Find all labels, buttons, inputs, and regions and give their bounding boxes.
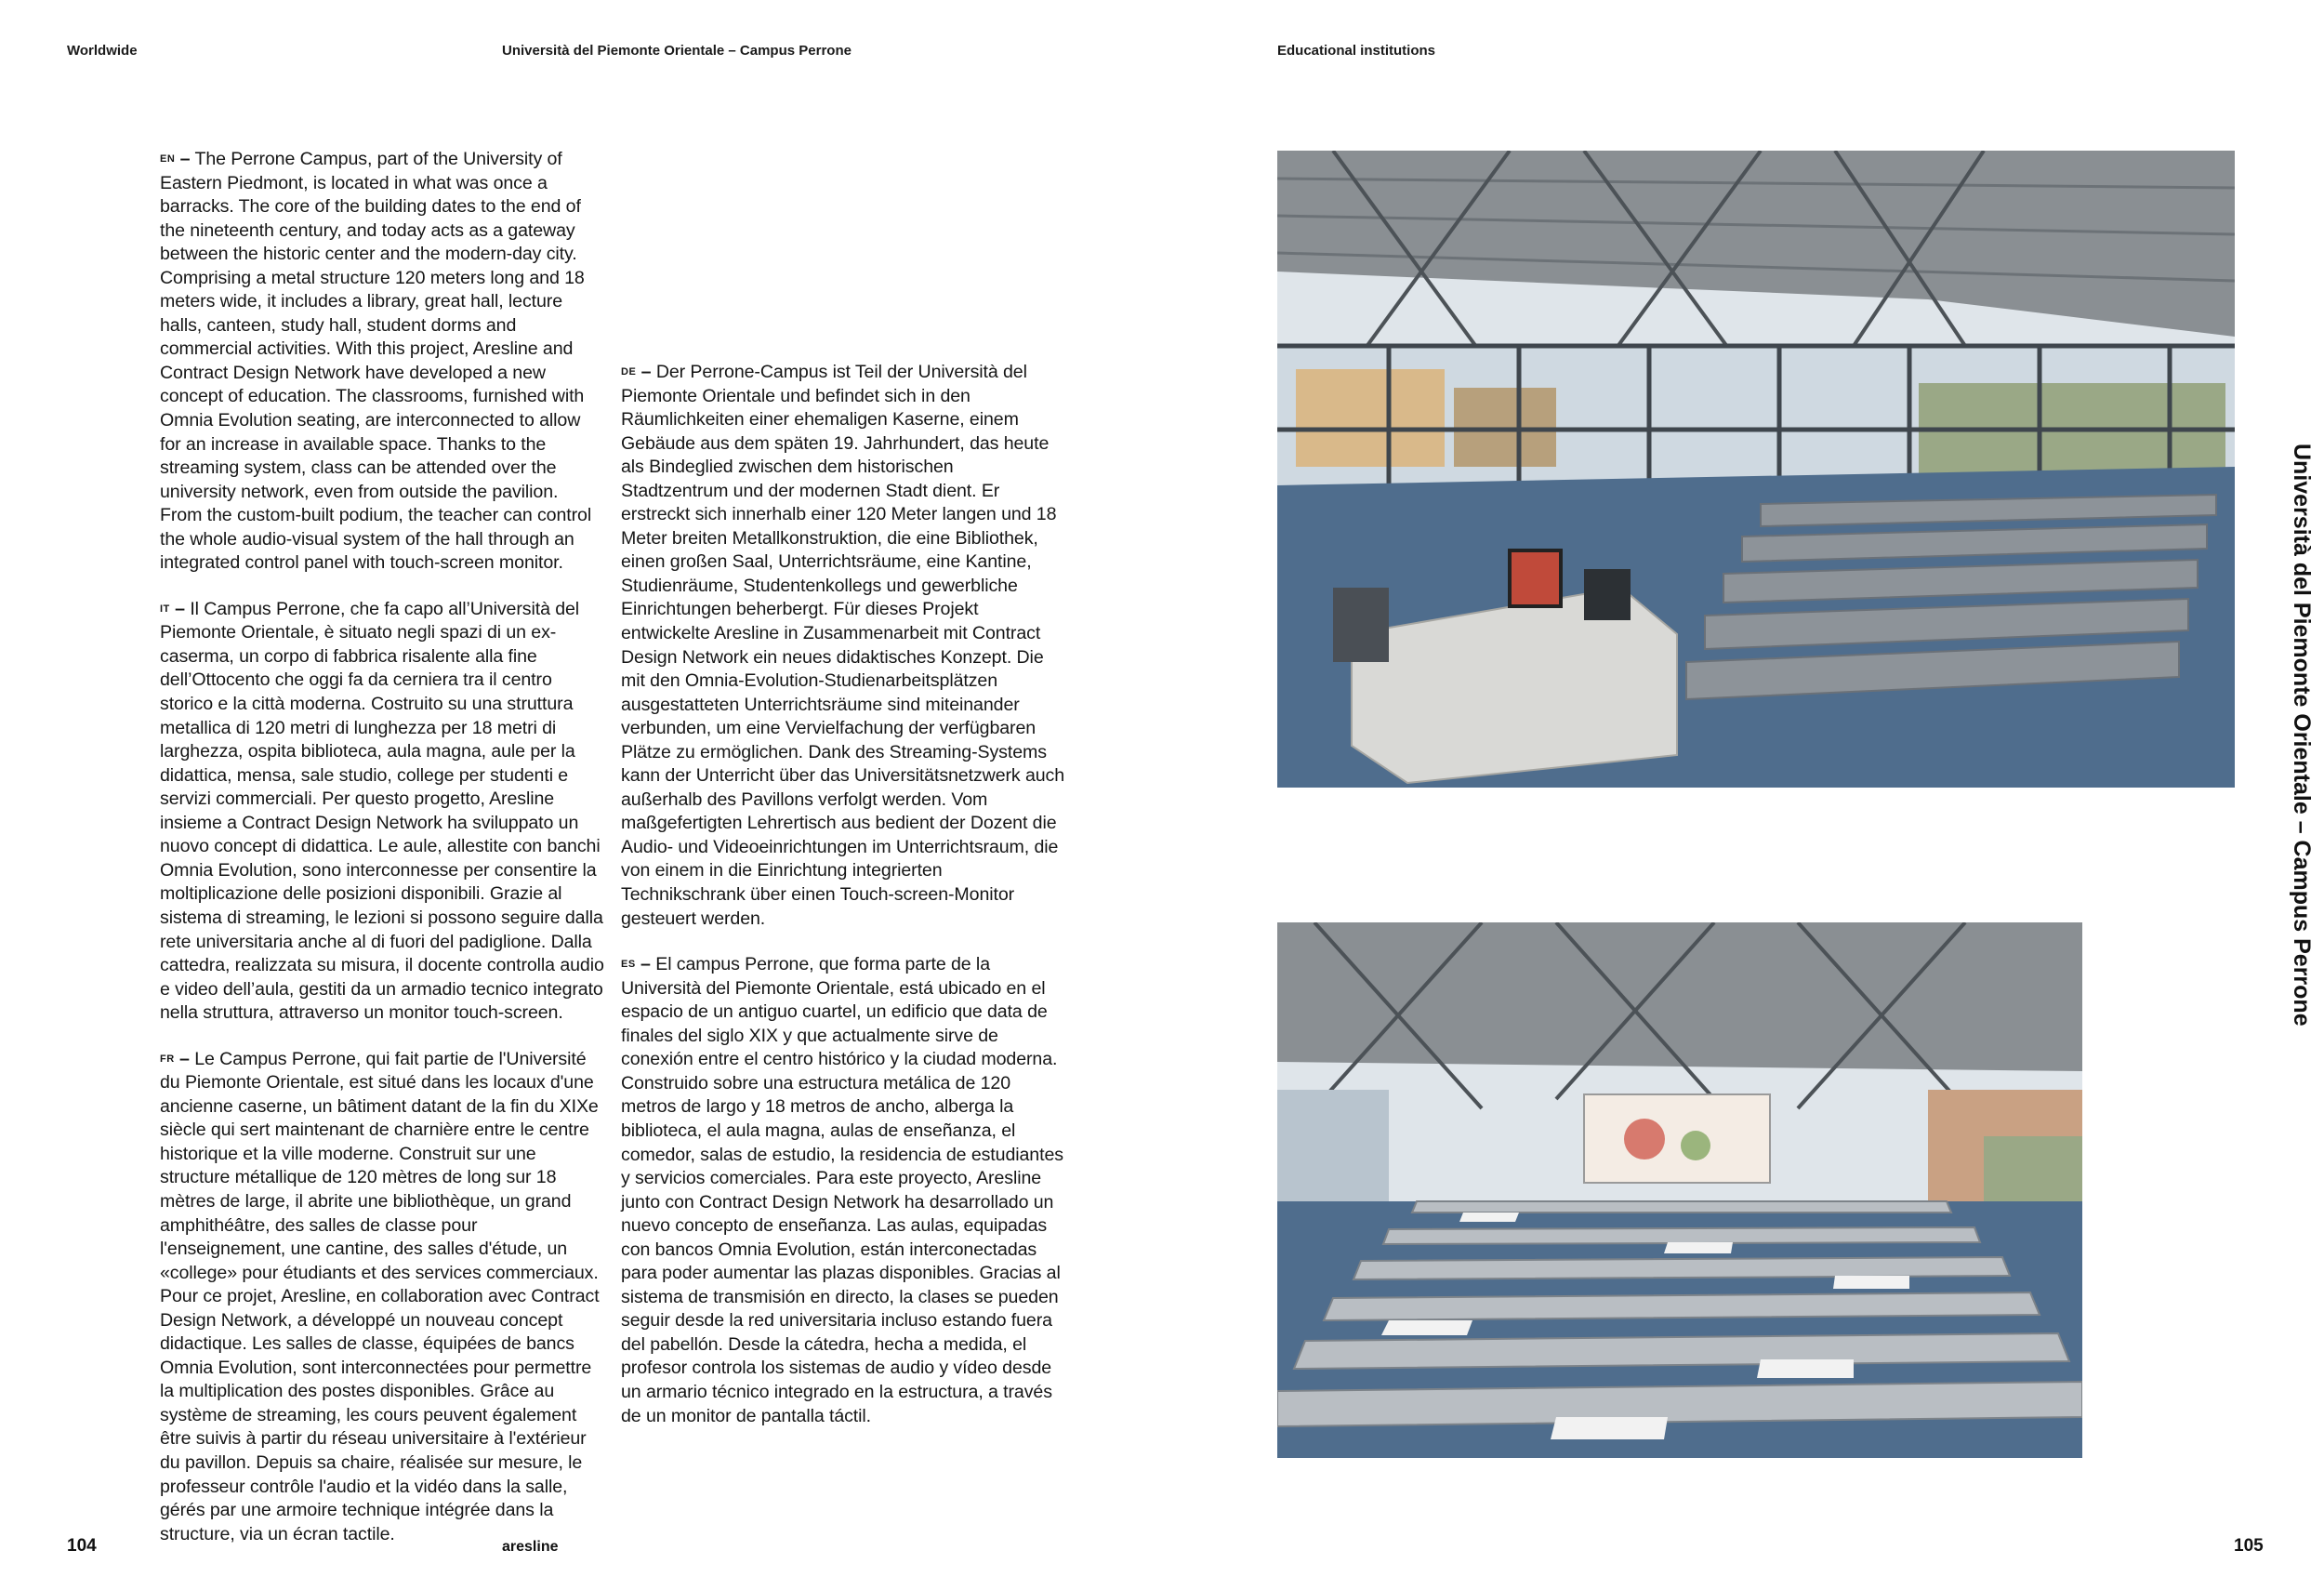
text-column-left	[160, 148, 604, 1569]
lang-tag-es: ES	[621, 959, 636, 971]
vertical-title	[2283, 444, 2320, 1048]
article-fr-text: Le Campus Perrone, qui fait partie de l'Université du Piemonte Orientale, est situé dans les locaux d'une ancienne caserne, un bâtiment datant de la fin du XIXe siècle qui sert maintenant de charnière entre le centre historique et la ville moderne. Construit sur une structure métallique de 120 mètres de long sur 18 mètres de large, il abrite une bibliothèque, un grand amphithéâtre, des salles de classe pour l'enseignement, une cantine, des salles d'étude, un «college» pour étudiants et des services commerciaux. Pour ce projet, Aresline, en collaboration avec Contract Design Network, a développé un nouveau concept didactique. Les salles de classe, équipées de bancs Omnia Evolution, sont interconnectées pour permettre la multiplication des postes disponibles. Grâce au système de streaming, les cours peuvent également être suivis à partir du réseau universitaire à l'extérieur du pavillon. Depuis sa chaire, réalisée sur mesure, le professeur contrôle l'audio et la vidéo dans la salle, gérés par une armoire technique intégrée dans la structure, via un écran tactile.	[160, 1048, 600, 1544]
lecture-hall-illustration-2	[1277, 922, 2082, 1458]
vertical-title-text: Università del Piemonte Orientale – Campus Perrone	[2289, 444, 2315, 1027]
running-header-section: Worldwide	[67, 43, 138, 59]
article-es: ES – El campus Perrone, que forma parte de la Università del Piemonte Orientale, está ubicado en el espacio de un antiguo cuartel, un edificio que data de finales del siglo XIX y que actualmente sirve de conexión entre el centro histórico y la ciudad moderna. Construido sobre una estructura metálica de 120 metros de largo y 18 metros de ancho, alberga la biblioteca, el aula magna, aulas de enseñanza, el comedor, salas de estudio, la residencia de estudiantes y servicios comerciales. Para este proyecto, Aresline junto con Contract Design Network ha desarrollado un nuevo concepto de enseñanza. Las aulas, equipadas con bancos Omnia Evolution, están interconectadas para poder aumentar las plazas disponibles. Gracias al sistema de transmisión en directo, la clases se pueden seguir desde la red universitaria incluso estando fuera del pabellón. Desde la cátedra, hecha a medida, el profesor controla los sistemas de audio y vídeo desde un armario técnico integrado en la estructura, a través de un monitor de pantalla táctil.	[621, 954, 1063, 1426]
lang-tag-it: IT	[160, 603, 170, 615]
article-en: EN – The Perrone Campus, part of the University of Eastern Piedmont, is located in what was once a barracks. The core of the building dates to the end of the nineteenth century, and today acts as a gateway between the historic center and the modern-day city. Comprising a metal structure 120 meters long and 18 meters wide, it includes a library, great hall, lecture halls, canteen, study hall, student dorms and commercial activities. With this project, Aresline and Contract Design Network have developed a new concept of education. The classrooms, furnished with Omnia Evolution seating, are interconnected to allow for an increase in available space. Thanks to the streaming system, class can be attended over the university network, even from outside the pavilion. From the custom-built podium, the teacher can control the whole audio-visual system of the hall through an integrated control panel with touch-screen monitor.	[160, 149, 592, 574]
lang-tag-fr: FR	[160, 1053, 175, 1065]
running-header-title: Università del Piemonte Orientale – Campus Perrone	[502, 43, 852, 59]
lang-tag-en: EN	[160, 153, 176, 165]
lecture-hall-photo-podium	[1277, 151, 2235, 788]
article-de: DE – Der Perrone-Campus ist Teil der Università del Piemonte Orientale und befindet sich in den Räumlichkeiten einer ehemaligen Kaserne, einem Gebäude aus dem späten 19. Jahrhundert, das heute als Bindeglied zwischen dem historischen Stadtzentrum und der modernen Stadt dient. Er erstreckt sich innerhalb einer 120 Meter langen und 18 Meter breiten Metallkonstruktion, die eine Bibliothek, einen großen Saal, Unterrichtsräume, eine Kantine, Studienräume, Studentenkollegs und gewerbliche Einrichtungen beherbergt. Für dieses Projekt entwickelte Aresline in Zusammenarbeit mit Contract Design Network ein neues didaktisches Konzept. Die mit den Omnia-Evolution-Studienarbeitsplätzen ausgestatteten Unterrichtsräume sind miteinander verbunden, um eine Vervielfachung der verfügbaren Plätze zu ermöglichen. Dank des Streaming-Systems kann der Unterricht über das Universitätsnetzwerk auch außerhalb des Pavillons verfolgt werden. Vom maßgefertigten Lehrertisch aus bedient der Dozent die Audio- und Videoeinrichtungen im Unterrichtsraum, die von einem in die Einrichtung integrierten Technikschrank über einen Touch-screen-Monitor gesteuert werden.	[621, 362, 1065, 929]
article-it: IT – Il Campus Perrone, che fa capo all’Università del Piemonte Orientale, è situato negli spazi di un ex-caserma, un corpo di fabbrica risalente alla fine dell’Ottocento che oggi fa da cerniera tra il centro storico e la città moderna. Costruito su una struttura metallica di 120 metri di lunghezza per 18 metri di larghezza, ospita biblioteca, aula magna, aule per la didattica, mensa, sale studio, college per studenti e servizi commerciali. Per questo progetto, Aresline insieme a Contract Design Network ha sviluppato un nuovo concept di didattica. Le aule, allestite con banchi Omnia Evolution, sono interconnesse per consentire la moltiplicazione delle posizioni disponibili. Grazie al sistema di streaming, le lezioni si possono seguire dalla rete universitaria anche al di fuori del padiglione. Dalla cattedra, realizzata su misura, il docente controlla audio e video dell’aula, gestiti da un armadio tecnico integrato nella struttura, attraverso un monitor touch-screen.	[160, 598, 604, 1024]
article-en-text: The Perrone Campus, part of the University of Eastern Piedmont, is located in what was once a barracks. The core of the building dates to the end of the nineteenth century, and today acts as a gateway between the historic center and the modern-day city. Comprising a metal structure 120 meters long and 18 meters wide, it includes a library, great hall, lecture halls, canteen, study hall, student dorms and commercial activities. With this project, Aresline and Contract Design Network have developed a new concept of education. The classrooms, furnished with Omnia Evolution seating, are interconnected to allow for an increase in available space. Thanks to the streaming system, class can be attended over the university network, even from outside the pavilion. From the custom-built podium, the teacher can control the whole audio-visual system of the hall through an integrated control panel with touch-screen monitor.	[160, 149, 592, 574]
running-header-category: Educational institutions	[1277, 43, 1436, 59]
text-column-right	[621, 361, 1065, 1451]
page-number-right: 105	[2234, 1536, 2264, 1556]
article-fr: FR – Le Campus Perrone, qui fait partie de l'Université du Piemonte Orientale, est situé dans les locaux d'une ancienne caserne, un bâtiment datant de la fin du XIXe siècle qui sert maintenant de charnière entre le centre historique et la ville moderne. Construit sur une structure métallique de 120 mètres de long sur 18 mètres de large, il abrite une bibliothèque, un grand amphithéâtre, des salles de classe pour l'enseignement, une cantine, des salles d'étude, un «college» pour étudiants et des services commerciaux. Pour ce projet, Aresline, en collaboration avec Contract Design Network, a développé un nouveau concept didactique. Les salles de classe, équipées de bancs Omnia Evolution, sont interconnectées pour permettre la multiplication des postes disponibles. Grâce au système de streaming, les cours peuvent également être suivis à partir du réseau universitaire à l'extérieur du pavillon. Depuis sa chaire, réalisée sur mesure, le professeur contrôle l'audio et la vidéo dans la salle, gérés par une armoire technique intégrée dans la structure, via un écran tactile.	[160, 1048, 600, 1544]
lang-tag-de: DE	[621, 366, 637, 378]
lecture-hall-photo-tiered	[1277, 922, 2082, 1458]
lecture-hall-illustration-1	[1277, 151, 2235, 788]
page-number-left: 104	[67, 1536, 97, 1556]
footer-brand: aresline	[502, 1539, 559, 1555]
article-de-text: Der Perrone-Campus ist Teil der Università del Piemonte Orientale und befindet sich in den Räumlichkeiten einer ehemaligen Kaserne, einem Gebäude aus dem späten 19. Jahrhundert, das heute als Bindeglied zwischen dem historischen Stadtzentrum und der modernen Stadt dient. Er erstreckt sich innerhalb einer 120 Meter langen und 18 Meter breiten Metallkonstruktion, die eine Bibliothek, einen großen Saal, Unterrichtsräume, eine Kantine, Studienräume, Studentenkollegs und gewerbliche Einrichtungen beherbergt. Für dieses Projekt entwickelte Aresline in Zusammenarbeit mit Contract Design Network ein neues didaktisches Konzept. Die mit den Omnia-Evolution-Studienarbeitsplätzen ausgestatteten Unterrichtsräume sind miteinander verbunden, um eine Vervielfachung der verfügbaren Plätze zu ermöglichen. Dank des Streaming-Systems kann der Unterricht über das Universitätsnetzwerk auch außerhalb des Pavillons verfolgt werden. Vom maßgefertigten Lehrertisch aus bedient der Dozent die Audio- und Videoeinrichtungen im Unterrichtsraum, die von einem in die Einrichtung integrierten Technikschrank über einen Touch-screen-Monitor gesteuert werden.	[621, 362, 1065, 929]
article-it-text: Il Campus Perrone, che fa capo all’Università del Piemonte Orientale, è situato negli spazi di un ex-caserma, un corpo di fabbrica risalente alla fine dell’Ottocento che oggi fa da cerniera tra il centro storico e la città moderna. Costruito su una struttura metallica di 120 metri di lunghezza per 18 metri di larghezza, ospita biblioteca, aula magna, aule per la didattica, mensa, sale studio, college per studenti e servizi commerciali. Per questo progetto, Aresline insieme a Contract Design Network ha sviluppato un nuovo concept di didattica. Le aule, allestite con banchi Omnia Evolution, sono interconnesse per consentire la moltiplicazione delle posizioni disponibili. Grazie al sistema di streaming, le lezioni si possono seguire dalla rete universitaria anche al di fuori del padiglione. Dalla cattedra, realizzata su misura, il docente controlla audio e video dell’aula, gestiti da un armadio tecnico integrato nella struttura, attraverso un monitor touch-screen.	[160, 598, 604, 1024]
article-es-text: El campus Perrone, que forma parte de la Università del Piemonte Orientale, está ubicado en el espacio de un antiguo cuartel, un edificio que data de finales del siglo XIX y que actualmente sirve de conexión entre el centro histórico y la ciudad moderna. Construido sobre una estructura metálica de 120 metros de largo y 18 metros de ancho, alberga la biblioteca, el aula magna, aulas de enseñanza, el comedor, salas de estudio, la residencia de estudiantes y servicios comerciales. Para este proyecto, Aresline junto con Contract Design Network ha desarrollado un nuevo concepto de enseñanza. Las aulas, equipadas con bancos Omnia Evolution, están interconectadas para poder aumentar las plazas disponibles. Gracias al sistema de transmisión en directo, la clases se pueden seguir desde la red universitaria incluso estando fuera del pabellón. Desde la cátedra, hecha a medida, el profesor controla los sistemas de audio y vídeo desde un armario técnico integrado en la estructura, a través de un monitor de pantalla táctil.	[621, 954, 1063, 1426]
